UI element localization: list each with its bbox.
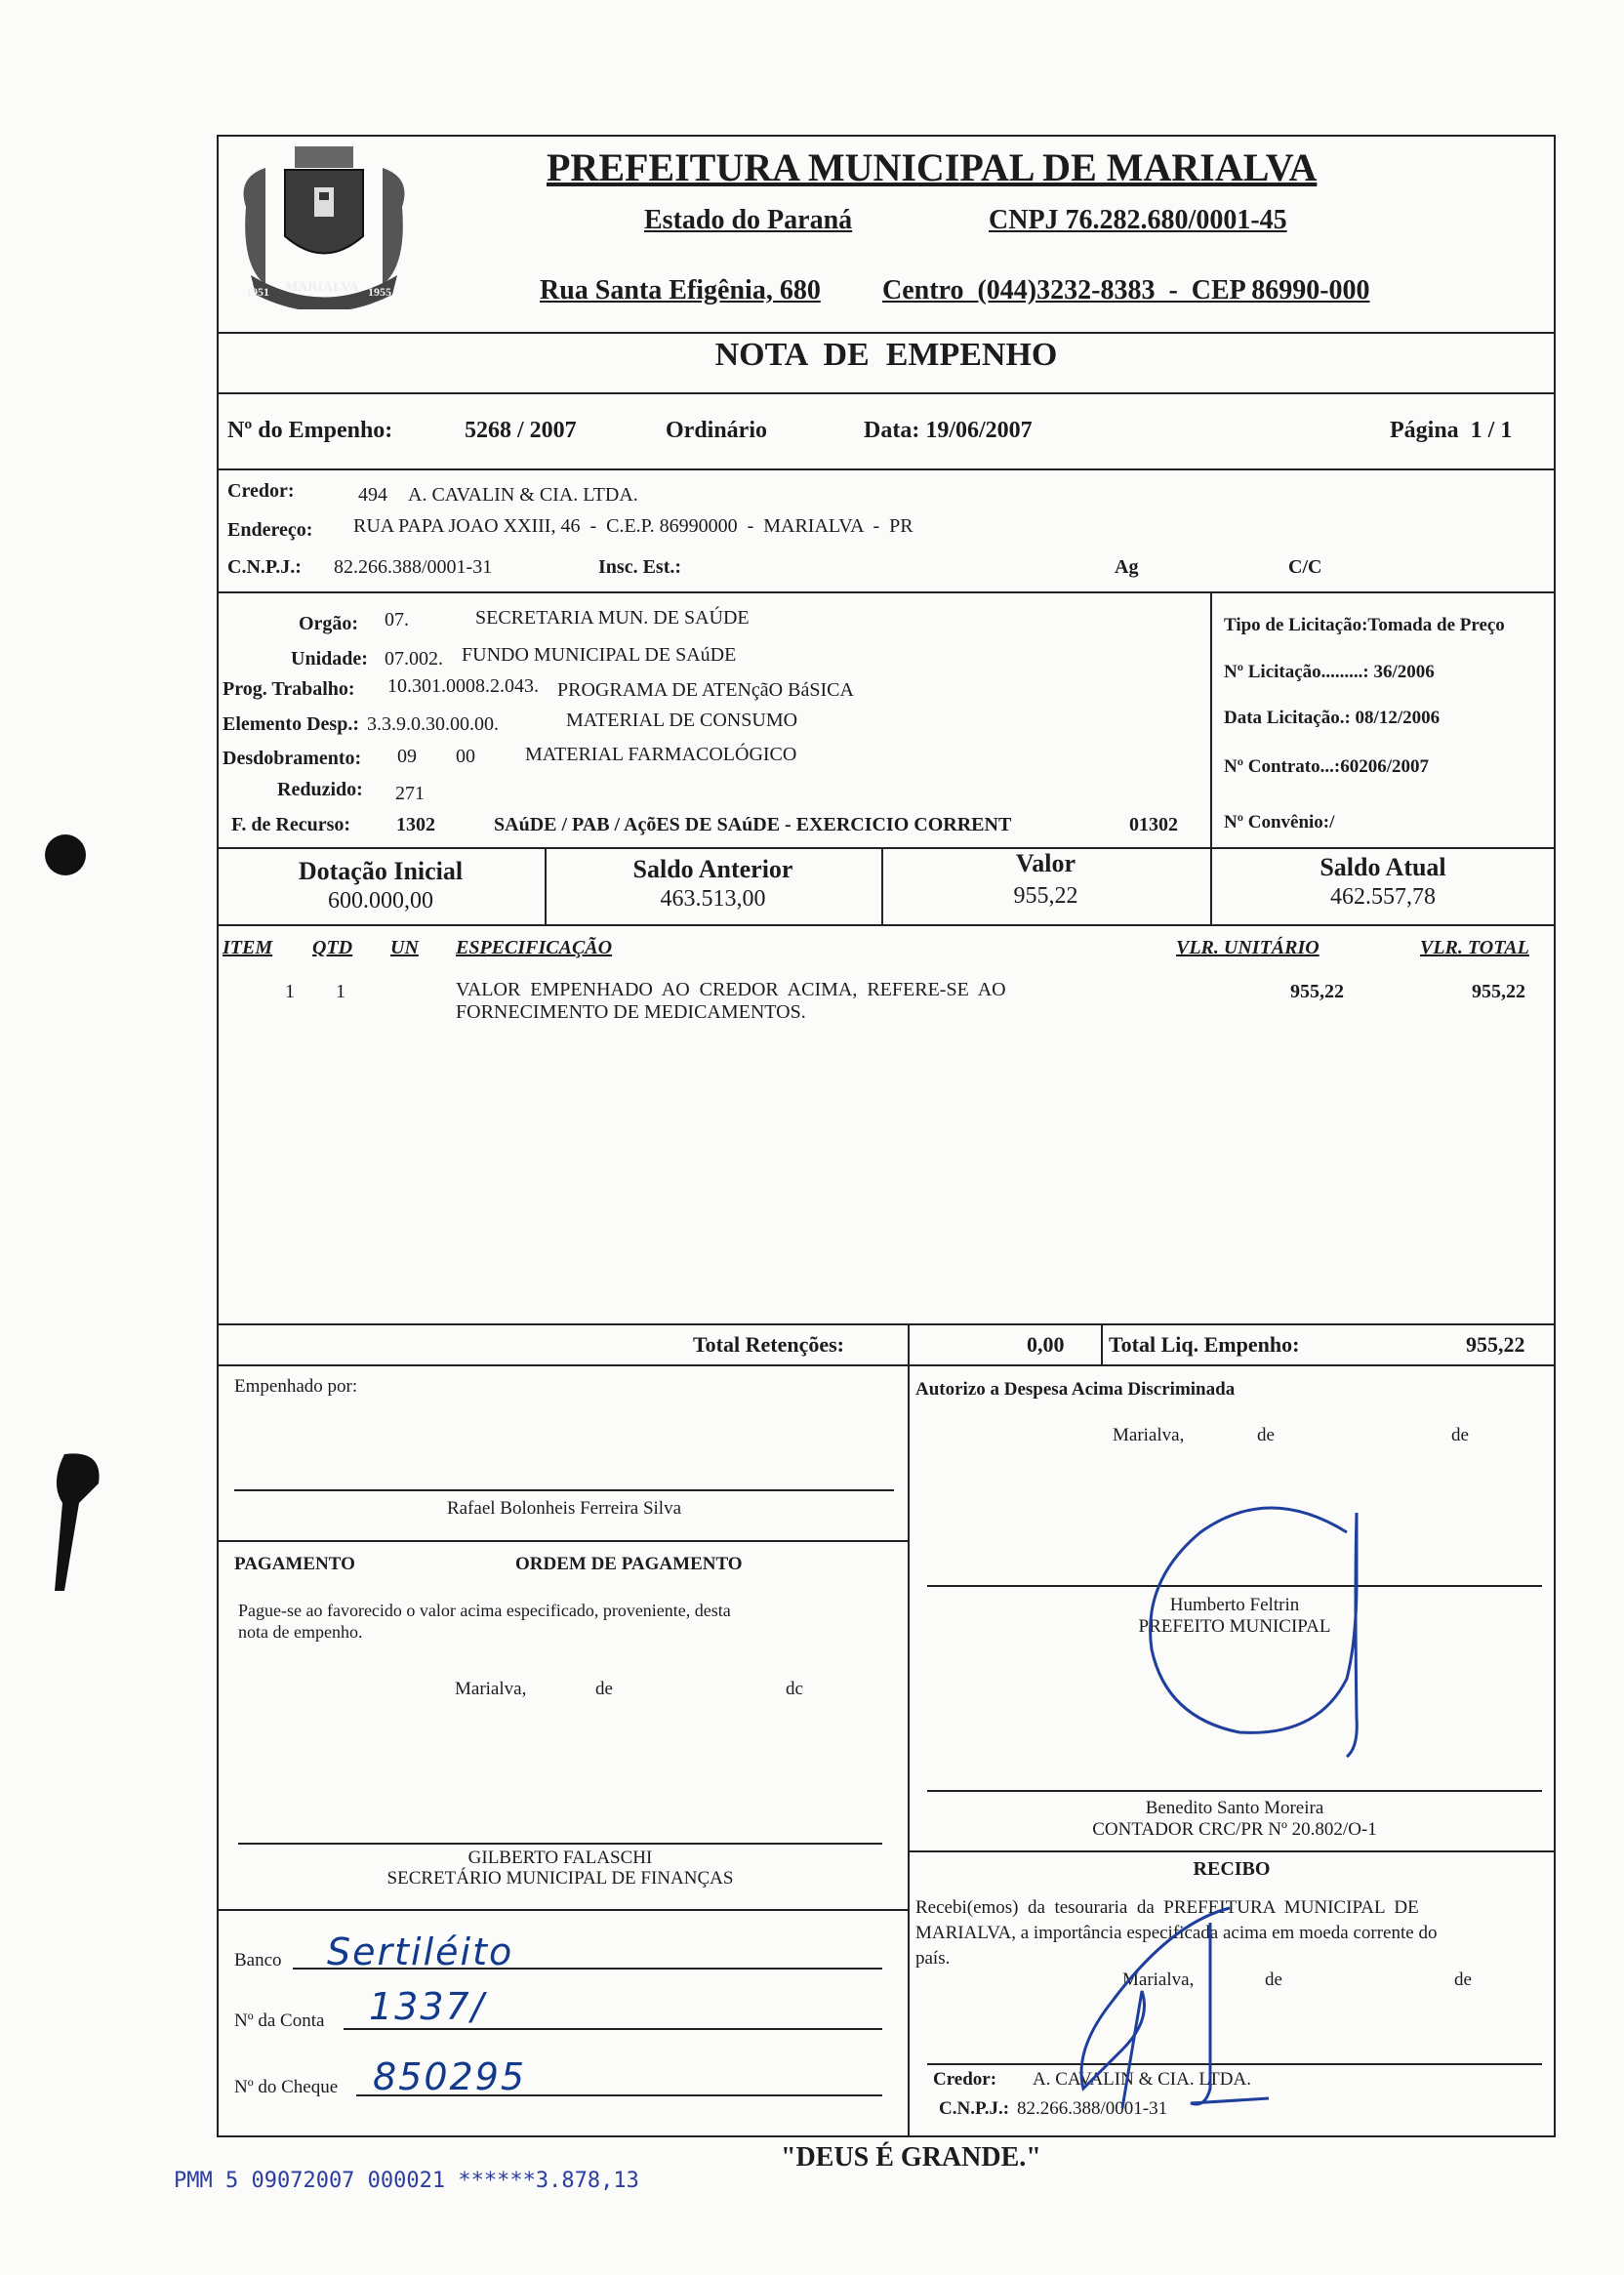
divider	[1210, 591, 1212, 847]
liquido-label: Total Liq. Empenho:	[1109, 1332, 1300, 1357]
empenho-number-label: Nº do Empenho:	[227, 418, 393, 443]
insc-est-label: Insc. Est.:	[598, 556, 682, 578]
cheque-handwritten: 850295	[373, 2055, 527, 2098]
elemento-label: Elemento Desp.:	[223, 713, 359, 735]
pagamento-label: PAGAMENTO	[234, 1554, 355, 1574]
cnpj-label: CNPJ 76.282.680/0001-45	[989, 205, 1287, 235]
col-header-espec: ESPECIFICAÇÃO	[456, 937, 613, 958]
seal-year-right: 1955	[368, 285, 391, 299]
credor-signature	[1015, 1893, 1308, 2118]
processing-stamp: PMM 5 09072007 000021 ******3.878,13	[174, 2169, 639, 2193]
licitacao-convenio: Nº Convênio:/	[1224, 812, 1335, 833]
recibo-title: RECIBO	[1193, 1858, 1271, 1880]
row-unit: 955,22	[1290, 981, 1344, 1002]
retencoes-label: Total Retenções:	[693, 1332, 844, 1357]
divider	[217, 1323, 1556, 1325]
recibo-cnpj-value: 82.266.388/0001-31	[1017, 2098, 1168, 2119]
divider	[908, 1364, 910, 2137]
autorizo-label: Autorizo a Despesa Acima Discriminada	[915, 1379, 1236, 1400]
autorizo-de2: de	[1451, 1425, 1469, 1445]
pagamento-de1: de	[595, 1679, 613, 1699]
divider	[217, 1909, 908, 1911]
reduzido-value: 271	[395, 783, 425, 804]
empenhado-name: Rafael Bolonheis Ferreira Silva	[446, 1498, 682, 1519]
elemento-name: MATERIAL DE CONSUMO	[566, 710, 798, 731]
row-total: 955,22	[1472, 981, 1525, 1002]
banco-handwritten: Sertiléito	[327, 1930, 514, 1973]
prog-code: 10.301.0008.2.043.	[387, 675, 539, 697]
recibo-de2: de	[1454, 1970, 1472, 1990]
pagamento-text-line1: Pague-se ao favorecido o valor acima especificado, proveniente, desta	[238, 1601, 731, 1620]
autorizo-de1: de	[1257, 1425, 1275, 1445]
saldo-anterior-value: 463.513,00	[660, 886, 766, 912]
dotacao-label: Dotação Inicial	[298, 857, 464, 885]
prefeito-signature	[1122, 1493, 1376, 1767]
unidade-label: Unidade:	[291, 648, 368, 670]
motto: "DEUS É GRANDE."	[781, 2142, 1041, 2173]
divider	[217, 332, 1556, 334]
empenhado-label: Empenhado por:	[234, 1376, 358, 1397]
col-header-item: ITEM	[223, 937, 273, 958]
recurso-code: 1302	[396, 814, 435, 835]
empenho-type: Ordinário	[666, 418, 768, 443]
prog-name: PROGRAMA DE ATENçãO BáSICA	[557, 679, 854, 701]
signature-line	[927, 1790, 1542, 1792]
conta-handwritten: 1337/	[369, 1985, 486, 2028]
col-header-unit: VLR. UNITÁRIO	[1176, 937, 1320, 958]
empenho-number: 5268 / 2007	[465, 418, 577, 443]
licitacao-tipo: Tipo de Licitação:Tomada de Preço	[1224, 615, 1505, 635]
seal-label: MARIALVA	[285, 280, 359, 295]
divider	[217, 468, 1556, 470]
cheque-label: Nº do Cheque	[234, 2077, 339, 2097]
desdobramento-label: Desdobramento:	[223, 748, 362, 769]
unidade-name: FUNDO MUNICIPAL DE SAúDE	[462, 644, 737, 666]
desdobramento-name: MATERIAL FARMACOLÓGICO	[525, 744, 797, 765]
recibo-place: Marialva,	[1122, 1970, 1195, 1990]
col-header-qtd: QTD	[312, 937, 353, 958]
divider	[217, 392, 1556, 394]
signature-line	[234, 1489, 894, 1491]
unidade-code: 07.002.	[385, 648, 443, 670]
staple-mark	[45, 1444, 113, 1601]
elemento-code: 3.3.9.0.30.00.00.	[367, 713, 499, 735]
divider	[217, 1540, 908, 1542]
divider	[1101, 1323, 1103, 1364]
recibo-text-line1: Recebi(emos) da tesouraria da PREFEITURA MUNICIPAL DE	[915, 1897, 1419, 1918]
street-label: Rua Santa Efigênia, 680	[540, 275, 821, 305]
orgao-code: 07.	[385, 609, 409, 630]
cnpj-value: 82.266.388/0001-31	[334, 556, 493, 578]
signature-line	[238, 1843, 882, 1845]
seal-year-left: 1951	[246, 285, 269, 299]
contador-role: CONTADOR CRC/PR Nº 20.802/O-1	[1092, 1819, 1377, 1840]
reduzido-label: Reduzido:	[277, 779, 363, 800]
valor-label: Valor	[1015, 849, 1076, 877]
pagamento-place: Marialva,	[455, 1679, 527, 1699]
orgao-name: SECRETARIA MUN. DE SAÚDE	[475, 607, 750, 629]
saldo-anterior-label: Saldo Anterior	[632, 855, 793, 883]
autorizo-place: Marialva,	[1113, 1425, 1185, 1445]
recibo-credor-value: A. CAVALIN & CIA. LTDA.	[1033, 2069, 1251, 2090]
ag-label: Ag	[1115, 556, 1139, 578]
document-title: NOTA DE EMPENHO	[714, 337, 1058, 373]
cnpj-label: C.N.P.J.:	[227, 556, 302, 578]
address-label: Endereço:	[227, 519, 313, 541]
credor-name: A. CAVALIN & CIA. LTDA.	[408, 484, 638, 506]
secretario-role: SECRETÁRIO MUNICIPAL DE FINANÇAS	[386, 1868, 734, 1889]
licitacao-numero: Nº Licitação.........: 36/2006	[1224, 662, 1435, 682]
divider	[217, 1364, 1556, 1366]
contador-name: Benedito Santo Moreira	[1145, 1798, 1324, 1818]
ordem-pagamento-label: ORDEM DE PAGAMENTO	[515, 1554, 743, 1574]
credor-code: 494	[358, 484, 387, 506]
dotacao-value: 600.000,00	[328, 888, 433, 914]
prog-label: Prog. Trabalho:	[223, 678, 355, 700]
licitacao-data: Data Licitação.: 08/12/2006	[1224, 708, 1441, 728]
page-title: PREFEITURA MUNICIPAL DE MARIALVA	[547, 145, 1318, 189]
address-value: RUA PAPA JOAO XXIII, 46 - C.E.P. 86990000 - MARIALVA - PR	[353, 515, 914, 537]
secretario-name: GILBERTO FALASCHI	[467, 1848, 653, 1868]
valor-value: 955,22	[1013, 883, 1078, 909]
banco-label: Banco	[234, 1950, 282, 1970]
page-number: Página 1 / 1	[1390, 418, 1513, 443]
conta-line	[344, 2028, 882, 2030]
prefeito-name: Humberto Feltrin	[1169, 1595, 1300, 1615]
row-item: 1	[285, 981, 295, 1002]
empenho-date: Data: 19/06/2007	[864, 418, 1033, 443]
recibo-text-line3: país.	[915, 1948, 951, 1969]
pagamento-text-line2: nota de empenho.	[238, 1622, 363, 1642]
row-qtd: 1	[336, 981, 345, 1002]
coat-of-arms-logo	[226, 139, 422, 309]
retencoes-value: 0,00	[1027, 1332, 1065, 1357]
recibo-de1: de	[1265, 1970, 1282, 1990]
row-espec-line1: VALOR EMPENHADO AO CREDOR ACIMA, REFERE-SE AO	[456, 979, 1006, 1000]
recurso-label: F. de Recurso:	[231, 814, 351, 835]
col-header-un: UN	[390, 937, 419, 958]
col-header-total: VLR. TOTAL	[1420, 937, 1529, 958]
desdobramento-code2: 00	[456, 746, 475, 767]
liquido-value: 955,22	[1466, 1332, 1525, 1357]
cc-label: C/C	[1288, 556, 1322, 578]
row-espec-line2: FORNECIMENTO DE MEDICAMENTOS.	[456, 1001, 806, 1023]
desdobramento-code1: 09	[397, 746, 417, 767]
divider	[908, 1323, 910, 1364]
recibo-cnpj-label: C.N.P.J.:	[939, 2098, 1010, 2119]
divider	[217, 591, 1556, 593]
saldo-atual-label: Saldo Atual	[1320, 853, 1446, 881]
recibo-text-line2: MARIALVA, a importância especificada acima em moeda corrente do	[915, 1923, 1438, 1943]
pagamento-de2: dc	[786, 1679, 803, 1699]
prefeito-role: PREFEITO MUNICIPAL	[1138, 1616, 1331, 1637]
divider	[908, 1850, 1556, 1852]
conta-label: Nº da Conta	[234, 2011, 325, 2031]
state-label: Estado do Paraná	[644, 205, 853, 235]
contact-label: Centro (044)3232-8383 - CEP 86990-000	[882, 275, 1370, 305]
orgao-label: Orgão:	[299, 613, 359, 634]
recurso-name: SAúDE / PAB / AçõES DE SAúDE - EXERCICIO CORRENT	[494, 814, 1012, 835]
licitacao-contrato: Nº Contrato...:60206/2007	[1224, 756, 1429, 777]
recurso-code2: 01302	[1129, 814, 1178, 835]
saldo-atual-value: 462.557,78	[1330, 884, 1436, 910]
recibo-credor-label: Credor:	[933, 2069, 997, 2090]
hole-punch-mark	[45, 834, 86, 875]
credor-label: Credor:	[227, 480, 295, 502]
divider	[217, 924, 1556, 926]
